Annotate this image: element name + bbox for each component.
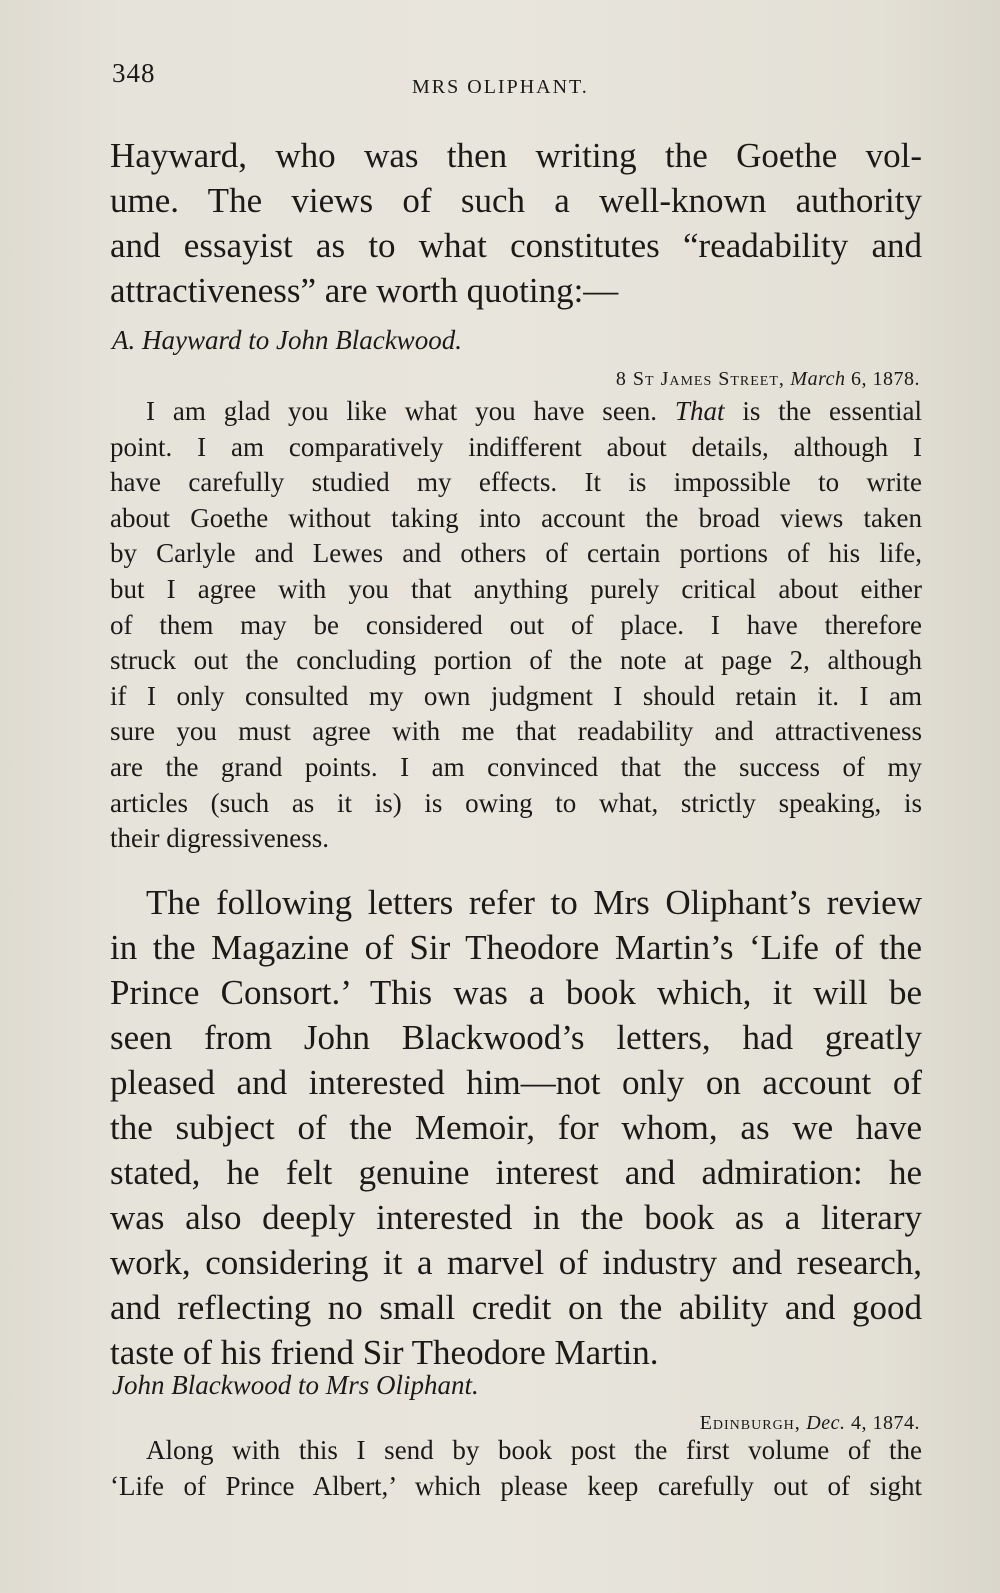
letter-body [110, 394, 922, 857]
dateline-day-year: 4, 1874. [851, 1412, 920, 1434]
text-line [110, 394, 922, 430]
dateline-month: March [790, 368, 846, 390]
text-line: and reflecting no small credit on the ability and good [110, 1288, 922, 1327]
text-line: seen from John Blackwood’s letters, had greatly [110, 1018, 922, 1057]
text-line: The following letters refer to Mrs Oliphant’s review [146, 883, 922, 922]
text-line: if I only consulted my own judgment I should retain it. I am [110, 680, 922, 711]
text-line: but I agree with you that anything purely critical about either [110, 573, 922, 604]
text-line: work, considering it a marvel of industry and research, [110, 1243, 922, 1282]
text-line: of them may be considered out of place. I have therefore [110, 609, 922, 640]
dateline-month: Dec. [806, 1412, 846, 1434]
text-line: are the grand points. I am convinced that the success of my [110, 751, 922, 782]
text-fragment: I am glad you like what you have seen. [146, 396, 658, 426]
letter-dateline [616, 368, 920, 391]
letter-dateline [700, 1412, 920, 1435]
dateline-place: 8 St James Street, [615, 368, 785, 390]
dateline-day-year: 6, 1878. [851, 368, 920, 390]
text-line: Prince Consort.’ This was a book which, it will be [110, 973, 922, 1012]
text-line: struck out the concluding portion of the note at page 2, although [110, 645, 922, 676]
text-line: Along with this I send by book post the first volume of the [146, 1435, 922, 1465]
page-number: 348 [112, 58, 156, 88]
emphasized-word: That [674, 396, 725, 426]
text-line: taste of his friend Sir Theodore Martin. [110, 1333, 659, 1372]
letter-heading: John Blackwood to Mrs Oliphant. [112, 1370, 479, 1400]
text-line: about Goethe without taking into account the broad views taken [110, 502, 922, 533]
text-line: attractiveness” are worth quoting:— [110, 271, 619, 310]
running-head: MRS OLIPHANT. [412, 76, 589, 98]
text-line: was also deeply interested in the book as a literary [110, 1198, 922, 1237]
letter-heading: A. Hayward to John Blackwood. [112, 325, 462, 355]
text-line: their digressiveness. [110, 823, 329, 854]
text-line: the subject of the Memoir, for whom, as we have [110, 1108, 922, 1147]
text-line: by Carlyle and Lewes and others of certain portions of his life, [110, 538, 922, 569]
page-header [112, 58, 642, 98]
letter-body [110, 1433, 922, 1504]
text-line: ume. The views of such a well-known authority [110, 181, 922, 220]
narrative-paragraph [110, 880, 922, 1375]
text-line: point. I am comparatively indifferent about details, although I [110, 431, 922, 462]
text-fragment: is the essential [742, 396, 923, 426]
dateline-place: Edinburgh, [699, 1412, 801, 1434]
text-line: have carefully studied my effects. It is impossible to write [110, 467, 922, 498]
intro-paragraph [110, 133, 922, 313]
text-line: Hayward, who was then writing the Goethe vol- [110, 136, 922, 175]
text-line: ‘Life of Prince Albert,’ which please keep carefully out of sight [110, 1470, 922, 1501]
text-line: in the Magazine of Sir Theodore Martin’s ‘Life of the [110, 928, 922, 967]
text-line: pleased and interested him—not only on account of [110, 1063, 922, 1102]
text-line: sure you must agree with me that readability and attractiveness [110, 716, 922, 747]
text-line: and essayist as to what constitutes “readability and [110, 226, 922, 265]
text-line: stated, he felt genuine interest and admiration: he [110, 1153, 922, 1192]
text-line: articles (such as it is) is owing to what, strictly speaking, is [110, 787, 922, 818]
